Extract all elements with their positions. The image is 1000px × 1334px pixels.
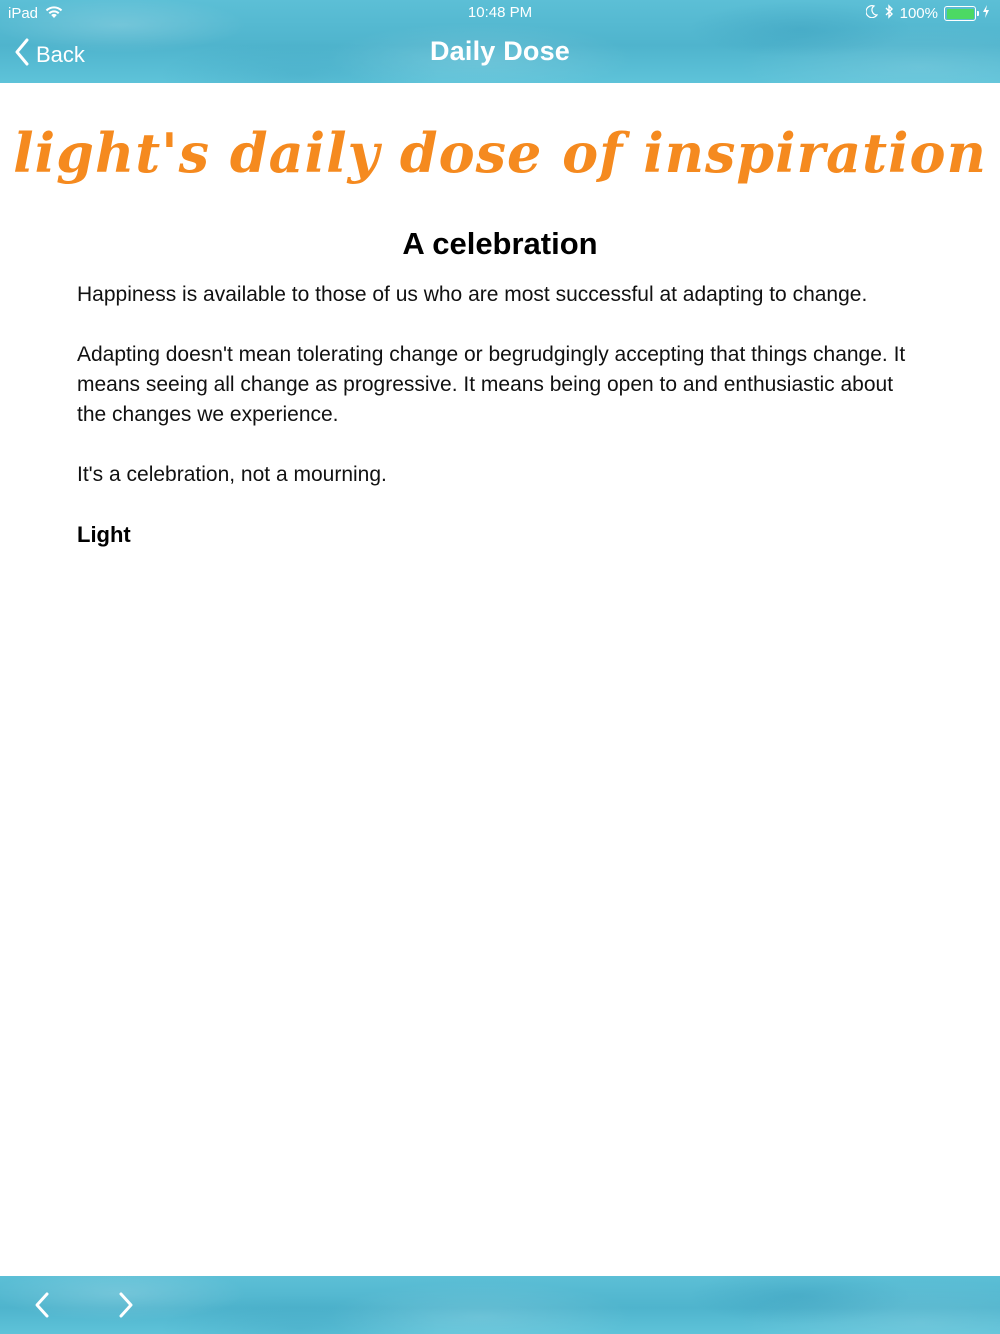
article-title: A celebration <box>402 226 598 261</box>
content-area <box>0 83 1000 1276</box>
battery-percentage: 100% <box>899 5 938 22</box>
bluetooth-icon <box>884 4 894 23</box>
bottom-toolbar <box>0 1276 1000 1334</box>
top-bar <box>0 0 1000 83</box>
chevron-right-icon <box>110 1307 140 1324</box>
device-label: iPad <box>8 5 39 22</box>
chevron-left-icon <box>28 1307 58 1324</box>
battery-icon <box>944 6 976 21</box>
article-paragraph: Happiness is available to those of us who are most successful at adapting to change. <box>77 283 868 306</box>
status-time: 10:48 PM <box>467 4 533 21</box>
inspiration-banner: light's daily dose of inspiration <box>13 121 987 185</box>
article-signature: Light <box>77 522 131 547</box>
page-title: Daily Dose <box>429 36 571 66</box>
article-paragraph: Adapting doesn't mean tolerating change or begrudgingly accepting that things change. It means seeing all change as progressive. It means being open to and enthusiastic about the changes we experience. <box>77 343 906 426</box>
status-right <box>866 4 990 23</box>
article-paragraph: It's a celebration, not a mourning. <box>77 463 387 486</box>
article-body <box>77 280 927 550</box>
previous-button[interactable] <box>28 1290 58 1320</box>
next-button[interactable] <box>110 1290 140 1320</box>
navigation-bar <box>0 26 1000 83</box>
battery-level <box>947 9 974 19</box>
status-bar <box>0 0 1000 26</box>
moon-icon <box>866 5 878 22</box>
back-label: Back <box>36 42 85 67</box>
charging-icon <box>982 5 990 22</box>
